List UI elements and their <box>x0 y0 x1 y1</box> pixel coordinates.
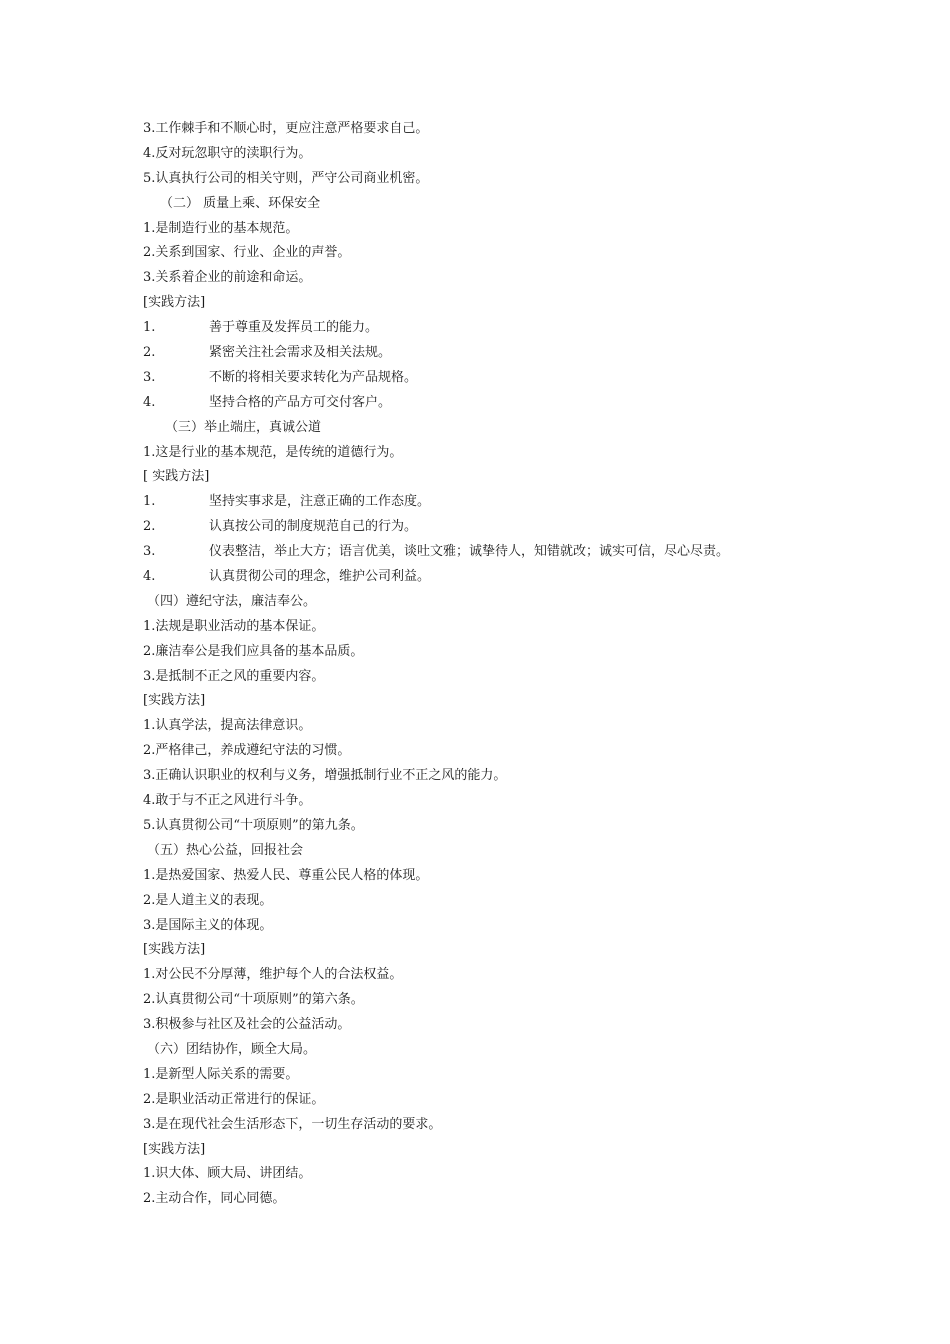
list-item: 1.是制造行业的基本规范。 <box>143 220 299 236</box>
section-heading: （四）遵纪守法，廉洁奉公。 <box>147 593 317 609</box>
list-item: 2.廉洁奉公是我们应具备的基本品质。 <box>143 643 364 659</box>
practice-method-label: [实践方法] <box>143 693 206 709</box>
item-text: 善于尊重及发挥员工的能力。 <box>209 320 379 336</box>
item-text: 坚持合格的产品方可交付客户。 <box>209 394 392 410</box>
list-item: 2.严格律己，养成遵纪守法的习惯。 <box>143 743 351 759</box>
item-number: 4. <box>143 569 156 585</box>
practice-method-label: [实践方法] <box>143 1141 206 1157</box>
list-item: 1.这是行业的基本规范，是传统的道德行为。 <box>143 444 403 460</box>
practice-method-label: [实践方法] <box>143 295 206 311</box>
practice-item <box>143 515 843 540</box>
item-text: 认真贯彻公司的理念，维护公司利益。 <box>209 569 431 585</box>
document-body <box>143 117 843 1212</box>
list-item: 2.是人道主义的表现。 <box>143 892 273 908</box>
section-heading: （二） 质量上乘、环保安全 <box>160 195 321 211</box>
list-item: 1.对公民不分厚薄，维护每个人的合法权益。 <box>143 967 403 983</box>
list-item: 3.是抵制不正之风的重要内容。 <box>143 668 325 684</box>
item-number: 4. <box>143 394 156 410</box>
section-heading: （六）团结协作，顾全大局。 <box>147 1041 317 1057</box>
list-item: 1.识大体、顾大局、讲团结。 <box>143 1166 312 1182</box>
practice-item <box>143 316 843 341</box>
list-item: 3.正确认识职业的权利与义务，增强抵制行业不正之风的能力。 <box>143 768 507 784</box>
section-heading: （三）举止端庄，真诚公道 <box>165 419 322 435</box>
practice-method-label: [实践方法] <box>143 942 206 958</box>
item-text: 不断的将相关要求转化为产品规格。 <box>209 369 418 385</box>
item-number: 3. <box>143 369 156 385</box>
list-item: 4.敢于与不正之风进行斗争。 <box>143 793 312 809</box>
list-item: 2.是职业活动正常进行的保证。 <box>143 1091 325 1107</box>
item-number: 3. <box>143 544 156 560</box>
list-item: 1.认真学法，提高法律意识。 <box>143 718 312 734</box>
list-item: 3.积极参与社区及社会的公益活动。 <box>143 1017 351 1033</box>
practice-item <box>143 391 843 416</box>
item-number: 1. <box>143 320 156 336</box>
list-item: 2.主动合作，同心同德。 <box>143 1191 286 1207</box>
list-item: 1.法规是职业活动的基本保证。 <box>143 618 325 634</box>
item-text: 仪表整洁，举止大方；语言优美，谈吐文雅；诚挚待人，知错就改；诚实可信，尽心尽责。 <box>209 544 730 560</box>
list-item: 3.工作棘手和不顺心时，更应注意严格要求自己。 <box>143 121 429 136</box>
section-heading: （五）热心公益，回报社会 <box>147 842 304 858</box>
item-text: 认真按公司的制度规范自己的行为。 <box>209 519 418 535</box>
practice-item <box>143 341 843 366</box>
list-item: 3.是在现代社会生活形态下，一切生存活动的要求。 <box>143 1116 442 1132</box>
list-item: 2.认真贯彻公司“十项原则”的第六条。 <box>143 992 364 1008</box>
list-item: 1.是热爱国家、热爱人民、尊重公民人格的体现。 <box>143 867 429 883</box>
item-number: 2. <box>143 519 156 535</box>
practice-item <box>143 540 843 565</box>
list-item: 5.认真执行公司的相关守则，严守公司商业机密。 <box>143 170 429 186</box>
list-item: 3.关系着企业的前途和命运。 <box>143 270 312 286</box>
practice-item <box>143 366 843 391</box>
list-item: 5.认真贯彻公司“十项原则”的第九条。 <box>143 817 364 833</box>
practice-item <box>143 490 843 515</box>
practice-item <box>143 565 843 590</box>
item-number: 1. <box>143 494 156 510</box>
list-item: 2.关系到国家、行业、企业的声誉。 <box>143 245 351 261</box>
list-item: 3.是国际主义的体现。 <box>143 917 273 933</box>
item-text: 紧密关注社会需求及相关法规。 <box>209 345 392 361</box>
list-item: 1.是新型人际关系的需要。 <box>143 1066 299 1082</box>
list-item: 4.反对玩忽职守的渎职行为。 <box>143 145 312 161</box>
practice-method-label: [ 实践方法] <box>143 469 210 485</box>
item-number: 2. <box>143 345 156 361</box>
item-text: 坚持实事求是，注意正确的工作态度。 <box>209 494 431 510</box>
